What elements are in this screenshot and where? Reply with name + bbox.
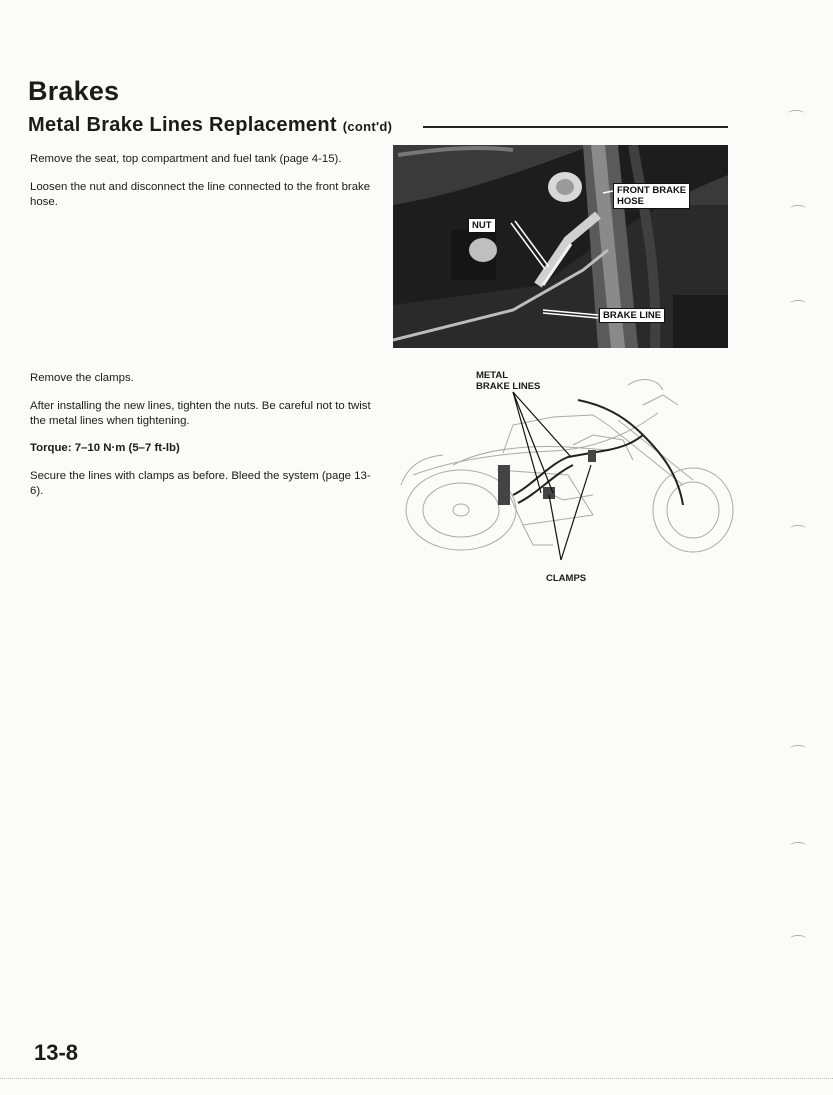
subtitle-text: Metal Brake Lines Replacement xyxy=(28,114,337,136)
label-metal-line1: METAL xyxy=(476,370,509,381)
callout-nut: NUT xyxy=(468,218,496,233)
step1-paragraph-2: Loosen the nut and disconnect the line connected to the front brake hose. xyxy=(30,181,371,208)
title-rule xyxy=(423,126,728,128)
label-metal-brake-lines xyxy=(476,370,540,392)
callout-front-brake-hose xyxy=(613,183,690,209)
motorcycle-illustration xyxy=(393,365,738,590)
step2-paragraph-2: After installing the new lines, tighten the nuts. Be careful not to twist the metal lines when tightening. xyxy=(30,400,371,427)
label-metal-line2: BRAKE LINES xyxy=(476,381,541,392)
photo-image xyxy=(393,145,728,348)
bottom-rule xyxy=(0,1078,833,1079)
callout-front-brake-hose-line1: FRONT BRAKE xyxy=(617,185,687,196)
margin-mark xyxy=(790,525,806,532)
contd-marker: (cont'd) xyxy=(342,119,393,134)
page-number: 13-8 xyxy=(34,1040,79,1065)
brake-line-photo xyxy=(393,145,728,348)
margin-mark xyxy=(790,842,806,849)
section-title: Brakes xyxy=(28,76,120,106)
step2-paragraph-3: Secure the lines with clamps as before. Bleed the system (page 13-6). xyxy=(30,470,371,497)
margin-mark xyxy=(788,110,804,117)
margin-mark xyxy=(790,205,806,212)
margin-mark xyxy=(790,935,806,942)
margin-mark xyxy=(790,745,806,752)
margin-mark xyxy=(790,300,806,307)
label-clamps: CLAMPS xyxy=(546,573,587,584)
callout-front-brake-hose-line2: HOSE xyxy=(617,196,644,207)
motorcycle-diagram xyxy=(393,365,738,590)
callout-brake-line: BRAKE LINE xyxy=(599,308,665,323)
torque-spec: Torque: 7–10 N·m (5–7 ft-lb) xyxy=(30,442,180,454)
page-subtitle xyxy=(28,114,392,137)
step1-paragraph-1: Remove the seat, top compartment and fuel tank (page 4-15). xyxy=(30,153,342,165)
step2-paragraph-1: Remove the clamps. xyxy=(30,372,134,384)
subtitle-row xyxy=(28,114,728,140)
